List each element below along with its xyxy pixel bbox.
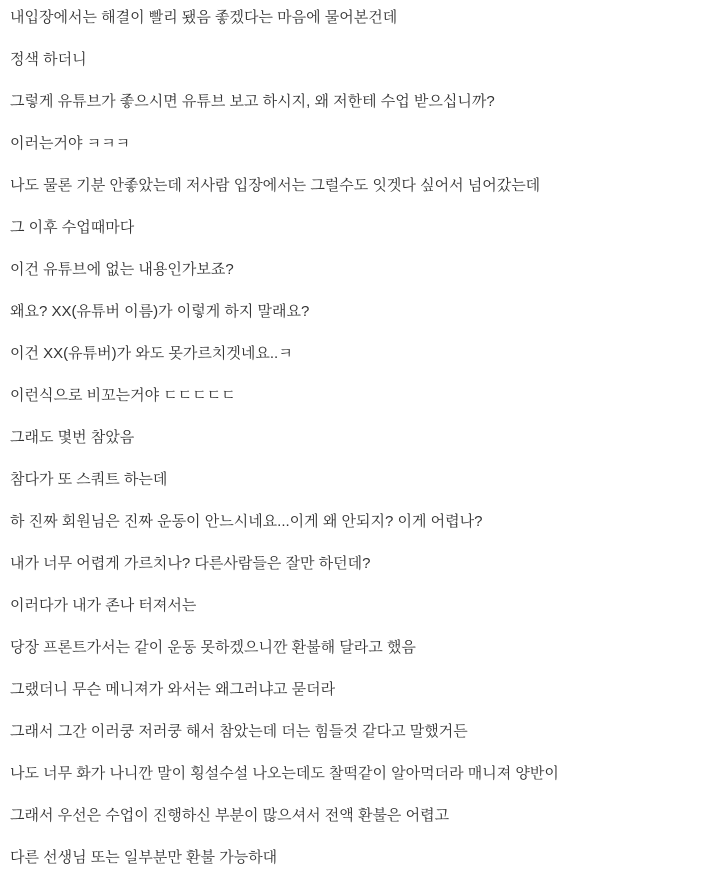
post-line: 이건 유튜브에 없는 내용인가보죠? bbox=[10, 261, 234, 278]
post-line: 내가 너무 어렵게 가르치나? 다른사람들은 잘만 하던데? bbox=[10, 555, 371, 572]
post-line: 다른 선생님 또는 일부분만 환불 가능하대 bbox=[10, 849, 278, 866]
post-line: 그랬더니 무슨 메니져가 와서는 왜그러냐고 묻더라 bbox=[10, 681, 336, 698]
post-line: 이건 XX(유튜버)가 와도 못가르치겟네요..ㅋ bbox=[10, 345, 293, 362]
post-line: 그래서 우선은 수업이 진행하신 부분이 많으셔서 전액 환불은 어렵고 bbox=[10, 807, 450, 824]
post-line: 그래도 몇번 참았음 bbox=[10, 429, 135, 446]
post-line: 그래서 그간 이러쿵 저러쿵 해서 참았는데 더는 힘들것 같다고 말했거든 bbox=[10, 723, 468, 740]
post-line: 정색 하더니 bbox=[10, 51, 87, 68]
post-line: 내입장에서는 해결이 빨리 됐음 좋겠다는 마음에 물어본건데 bbox=[10, 9, 398, 26]
post-line: 나도 너무 화가 나니깐 말이 횡설수설 나오는데도 찰떡같이 알아먹더라 매니져 양반이 bbox=[10, 765, 559, 782]
post-line: 하 진짜 회원님은 진짜 운동이 안느시네요...이게 왜 안되지? 이게 어렵나? bbox=[10, 513, 483, 530]
post-line: 이러다가 내가 존나 터져서는 bbox=[10, 597, 197, 614]
post-line: 이런식으로 비꼬는거야 ㄷㄷㄷㄷㄷ bbox=[10, 387, 236, 404]
post-line: 당장 프론트가서는 같이 운동 못하겠으니깐 환불해 달라고 했음 bbox=[10, 639, 416, 656]
post-line: 이러는거야 ㅋㅋㅋ bbox=[10, 135, 131, 152]
post-line: 그렇게 유튜브가 좋으시면 유튜브 보고 하시지, 왜 저한테 수업 받으십니까? bbox=[10, 93, 495, 110]
post-line: 나도 물론 기분 안좋았는데 저사람 입장에서는 그럴수도 잇겟다 싶어서 넘어갔는데 bbox=[10, 177, 541, 194]
post-line: 그 이후 수업때마다 bbox=[10, 219, 135, 236]
post-line: 왜요? XX(유튜버 이름)가 이렇게 하지 말래요? bbox=[10, 303, 310, 320]
post-line: 참다가 또 스쿼트 하는데 bbox=[10, 471, 168, 488]
